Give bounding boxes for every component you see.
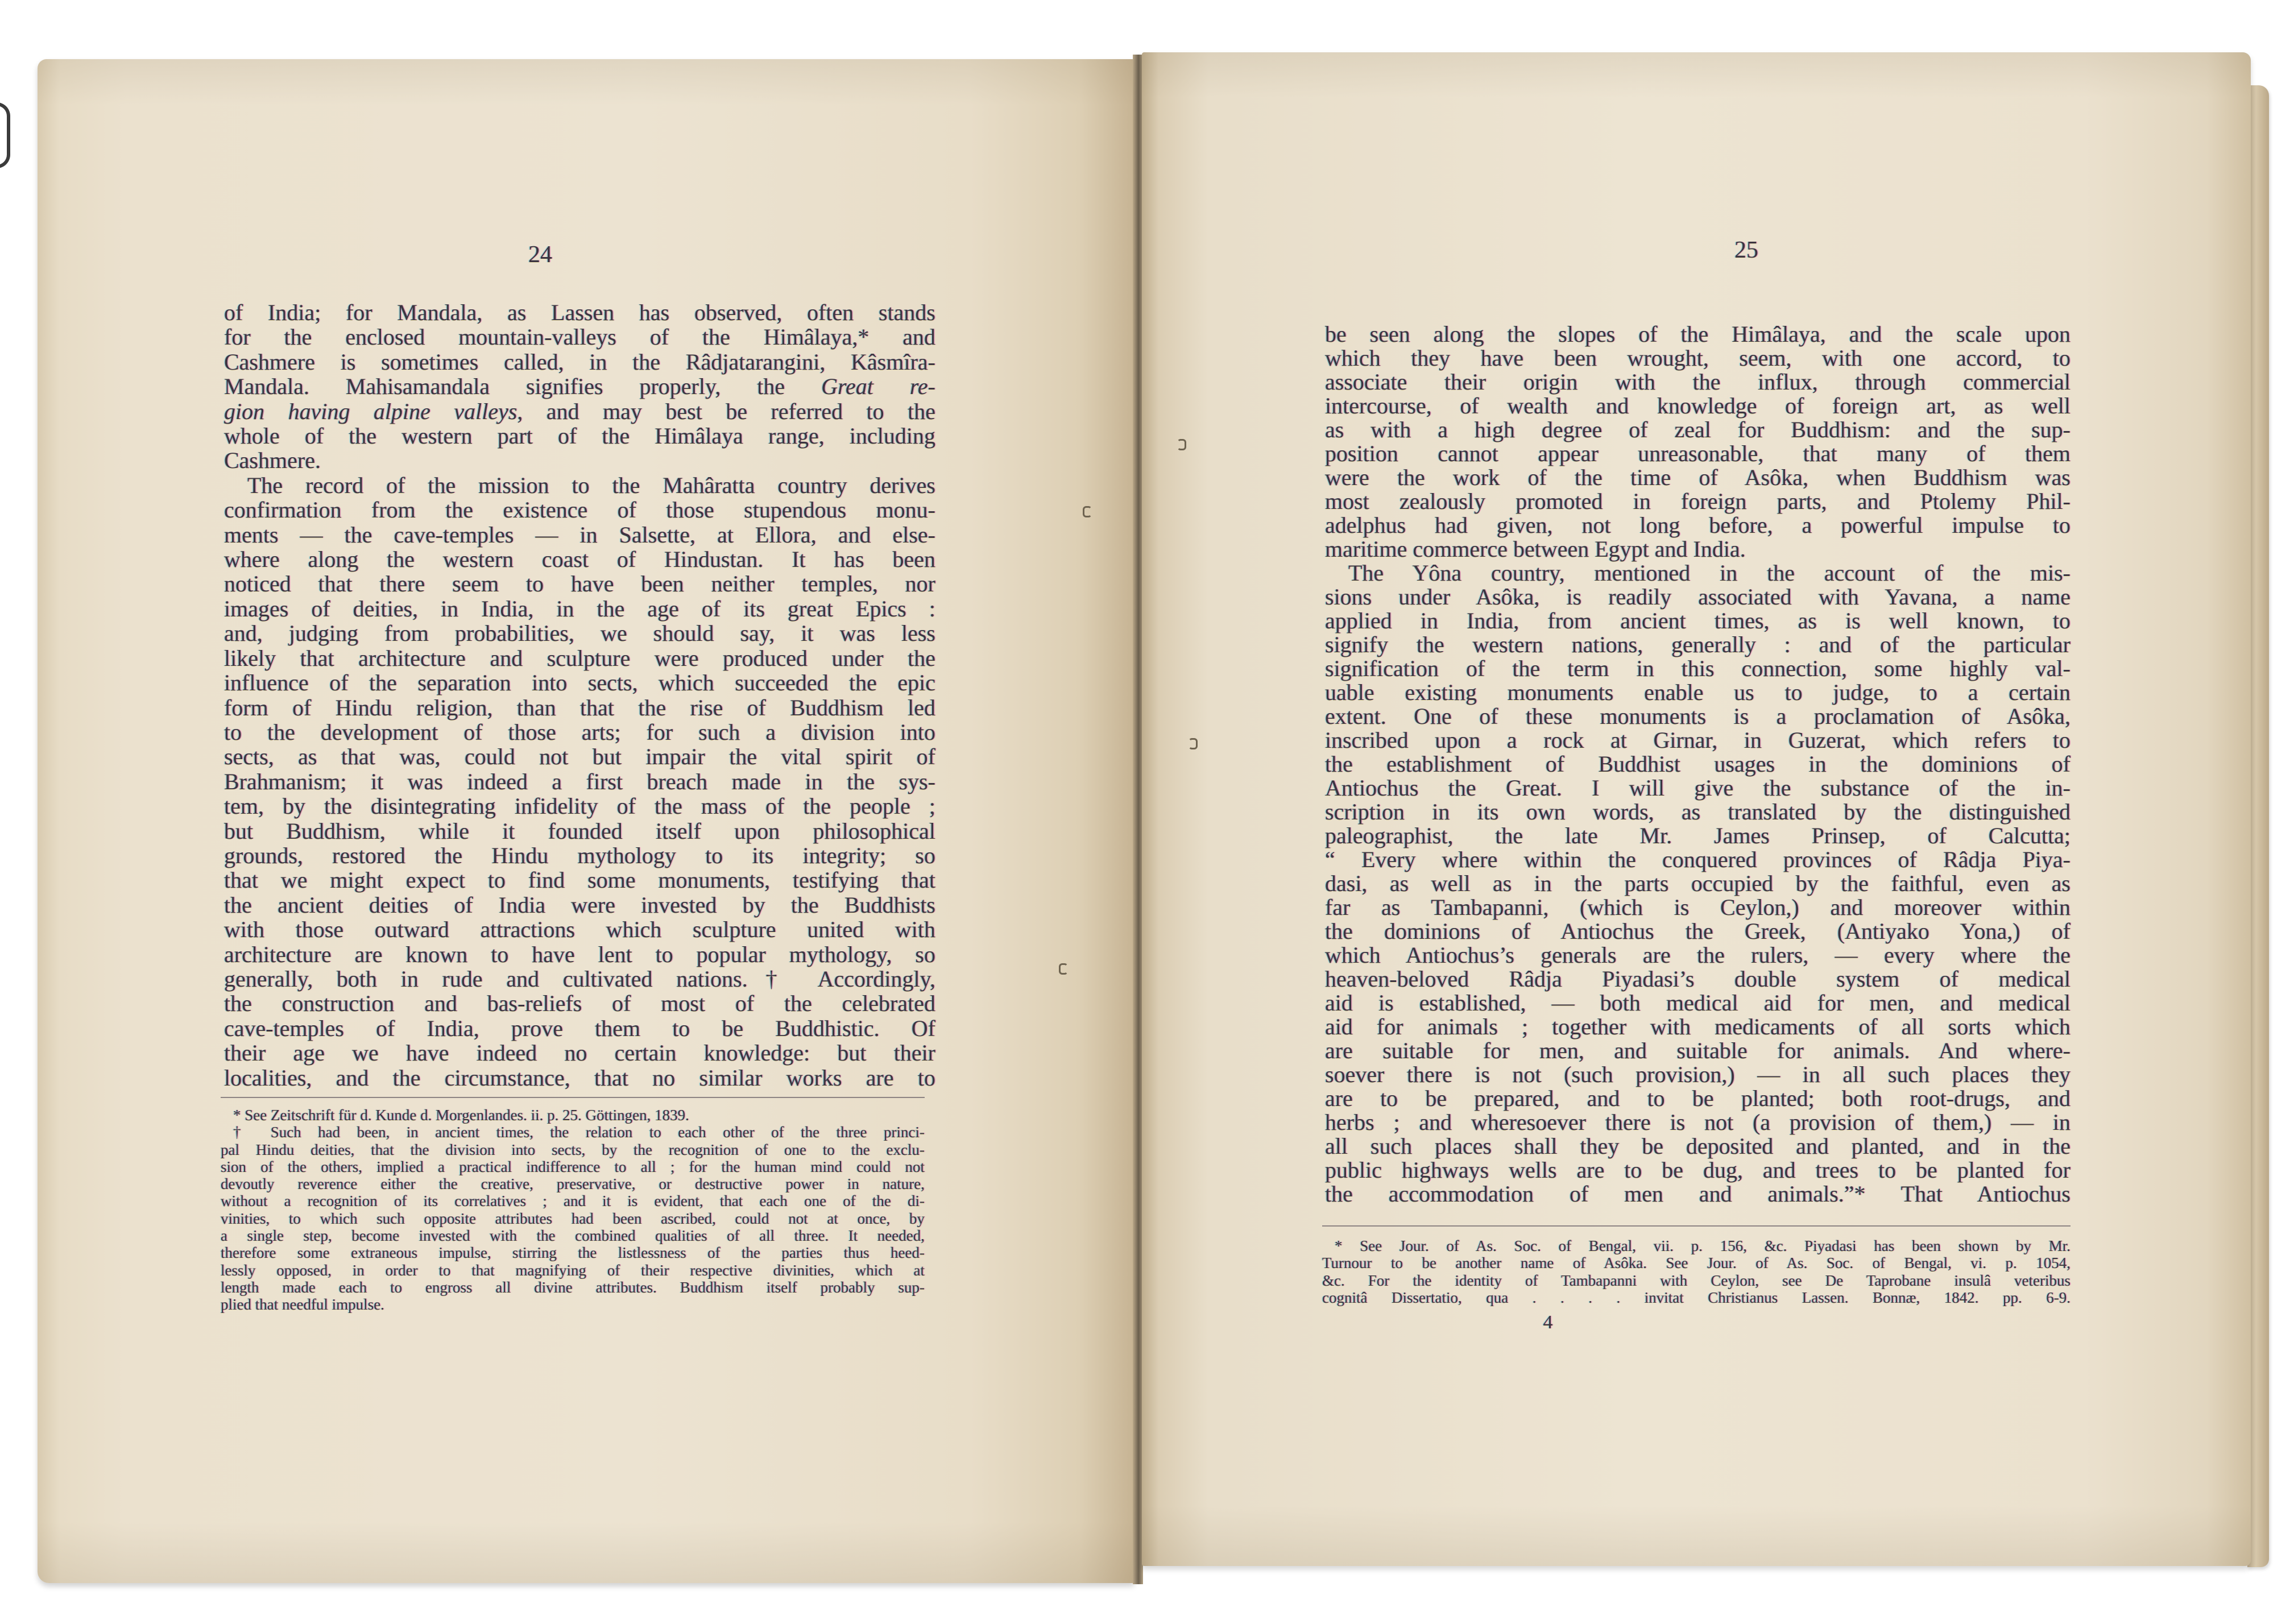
- body-line: as with a high degree of zeal for Buddhism: and the sup-: [1325, 417, 2071, 442]
- body-line: and, judging from probabilities, we should say, it was less: [224, 620, 935, 647]
- body-line: localities, and the circumstance, that no similar works are to: [224, 1064, 935, 1091]
- body-line: all such places shall they be deposited and planted, and in the: [1325, 1133, 2071, 1159]
- body-line: confirmation from the existence of those stupendous monu-: [224, 497, 935, 523]
- footnote-rule: [1322, 1225, 2071, 1227]
- body-line: dasi, as well as in the parts occupied by the faithful, even as: [1325, 871, 2071, 896]
- body-line: aid is established, — both medical aid for men, and medical: [1325, 990, 2071, 1016]
- body-line: likely that architecture and sculpture were produced under the: [224, 645, 935, 671]
- page-number: 25: [1734, 237, 1758, 263]
- right-page: [1142, 52, 2251, 1566]
- body-line: Brahmanism; it was indeed a first breach made in the sys-: [224, 768, 935, 794]
- footnote-line: a single step, become invested with the combined qualities of all three. It needed,: [221, 1227, 925, 1245]
- footnote-line: therefore some extraneous impulse, stirring the listlessness of the parties thus heed-: [221, 1244, 925, 1262]
- footnote-line: vinities, to which such opposite attributes had been ascribed, could not at once, by: [221, 1209, 925, 1227]
- footnote-line: pal Hindu deities, that the division into sects, by the recognition of one to the exclu-: [221, 1141, 925, 1158]
- sewing-hole: [1059, 963, 1068, 975]
- footnote-line: lessly opposed, in order to that magnifying of their respective divinities, which at: [221, 1261, 925, 1279]
- body-line: paleographist, the late Mr. James Prinsep, of Calcutta;: [1325, 823, 2071, 848]
- edge-mark: [0, 102, 10, 168]
- body-line: sects, as that was, could not but impair the vital spirit of: [224, 744, 935, 770]
- footnote-line: length made each to engross all divine attributes. Buddhism itself probably sup-: [221, 1278, 925, 1296]
- body-line: but Buddhism, while it founded itself upon philosophical: [224, 818, 935, 844]
- body-line: associate their origin with the influx, through commercial: [1325, 369, 2071, 395]
- body-line: applied in India, from ancient times, as is well known, to: [1325, 608, 2071, 633]
- body-line: The record of the mission to the Mahâratta country derives: [247, 472, 935, 498]
- body-line: maritime commerce between Egypt and India.: [1325, 536, 1746, 562]
- body-line: be seen along the slopes of the Himâlaya, and the scale upon: [1325, 321, 2071, 347]
- body-line: which Antiochus’s generals are the rulers, — every where the: [1325, 942, 2071, 968]
- body-text-italic: Great re-: [821, 374, 935, 400]
- body-line: for the enclosed mountain-valleys of the Himâlaya,* and: [224, 324, 935, 350]
- body-text-roman: Mandala. Mahisamandala signifies properly, the: [224, 374, 822, 400]
- body-line: intercourse, of wealth and knowledge of foreign art, as well: [1325, 393, 2071, 419]
- footnote-line: † Such had been, in ancient times, the relation to each other of the three princi-: [233, 1124, 925, 1141]
- body-line: tem, by the disintegrating infidelity of the mass of the people ;: [224, 793, 935, 819]
- body-line: grounds, restored the Hindu mythology to its integrity; so: [224, 842, 935, 868]
- body-line: scription in its own words, as translated by the distinguished: [1325, 799, 2071, 825]
- body-line: cave-temples of India, prove them to be Buddhistic. Of: [224, 1015, 935, 1041]
- body-line: the dominions of Antiochus the Greek, (Antiyako Yona,) of: [1325, 918, 2071, 944]
- left-body-text: [224, 300, 935, 1090]
- page-number: 24: [528, 242, 552, 268]
- body-line: noticed that there seem to have been neither temples, nor: [224, 571, 935, 597]
- body-line: soever there is not (such provision,) — in all such places they: [1325, 1062, 2071, 1087]
- left-footnotes: [221, 1107, 925, 1314]
- footnote-line: * See Jour. of As. Soc. of Bengal, vii. p. 156, &c. Piyadasi has been shown by Mr.: [1335, 1237, 2071, 1254]
- footnote-line: sion of the others, implied a practical indifference to all ; for the human mind could not: [221, 1158, 925, 1175]
- body-line: Cashmere is sometimes called, in the Râdjatarangini, Kâsmîra-: [224, 349, 935, 375]
- body-line: the ancient deities of India were invested by the Buddhists: [224, 892, 935, 918]
- body-line: extent. One of these monuments is a proclamation of Asôka,: [1325, 703, 2071, 729]
- footnote-rule: [221, 1097, 925, 1098]
- body-line: Antiochus the Great. I will give the substance of the in-: [1325, 775, 2071, 801]
- footnote-line: plied that needful impulse.: [221, 1296, 384, 1314]
- body-line: the construction and bas-reliefs of most of the celebrated: [224, 991, 935, 1017]
- footnote-line: Turnour to be another name of Asôka. See Jour. of As. Soc. of Bengal, vi. p. 1054,: [1322, 1254, 2071, 1272]
- footnote-line: without a recognition of its correlatives ; and it is evident, that each one of the di-: [221, 1192, 925, 1210]
- body-line: form of Hindu religion, than that the rise of Buddhism led: [224, 694, 935, 720]
- body-line: far as Tambapanni, (which is Ceylon,) and moreover within: [1325, 894, 2071, 920]
- body-line: which they have been wrought, seem, with one accord, to: [1325, 345, 2071, 371]
- body-line: of India; for Mandala, as Lassen has observed, often stands: [224, 300, 935, 325]
- body-line: images of deities, in India, in the age of its great Epics :: [224, 595, 935, 622]
- body-line: position cannot appear unreasonable, that many of them: [1325, 441, 2071, 466]
- right-footnotes: [1322, 1237, 2071, 1306]
- body-line: most zealously promoted in foreign parts, and Ptolemy Phil-: [1325, 488, 2071, 514]
- signature-mark: 4: [1543, 1312, 1553, 1333]
- body-text-italic: gion having alpine valleys: [224, 398, 517, 424]
- body-line: to the development of those arts; for such a division into: [224, 719, 935, 745]
- footnote-line: cognitâ Dissertatio, qua . . . . invitat Christianus Lassen. Bonnæ, 1842. pp. 6-9.: [1322, 1289, 2071, 1306]
- body-line: were the work of the time of Asôka, when Buddhism was: [1325, 465, 2071, 490]
- body-line: uable existing monuments enable us to judge, to a certain: [1325, 680, 2071, 705]
- body-line: [224, 374, 935, 399]
- body-line: The Yôna country, mentioned in the account of the mis-: [1348, 560, 2071, 586]
- left-page: [38, 59, 1134, 1583]
- body-line: public highways wells are to be dug, and trees to be planted for: [1325, 1157, 2071, 1183]
- body-line: where along the western coast of Hindustan. It has been: [224, 546, 935, 573]
- body-line: architecture are known to have lent to popular mythology, so: [224, 941, 935, 967]
- body-line: generally, both in rude and cultivated nations.† Accordingly,: [224, 966, 935, 992]
- body-line: heaven-beloved Râdja Piyadasi’s double system of medical: [1325, 966, 2071, 992]
- body-line: are to be prepared, and to be planted; both root-drugs, and: [1325, 1086, 2071, 1111]
- body-line: Cashmere.: [224, 448, 321, 474]
- body-line: adelphus had given, not long before, a powerful impulse to: [1325, 512, 2071, 538]
- body-line: [224, 399, 935, 424]
- body-line: signify the western nations, generally : and of the particular: [1325, 632, 2071, 657]
- footnote-line: devoutly reverence either the creative, preservative, or destructive power in nature,: [221, 1175, 925, 1193]
- body-line: aid for animals ; together with medicaments of all sorts which: [1325, 1014, 2071, 1039]
- right-body-text: [1325, 322, 2071, 1206]
- body-line: their age we have indeed no certain knowledge: but their: [224, 1040, 935, 1066]
- body-line: the establishment of Buddhist usages in the dominions of: [1325, 751, 2071, 777]
- body-line: herbs ; and wheresoever there is not (a provision of them,) — in: [1325, 1109, 2071, 1135]
- footnote-line: * See Zeitschrift für d. Kunde d. Morgenlandes. ii. p. 25. Göttingen, 1839.: [233, 1107, 689, 1124]
- body-line: ments — the cave-temples — in Salsette, at Ellora, and else-: [224, 521, 935, 548]
- sewing-hole: [1083, 506, 1092, 517]
- body-line: the accommodation of men and animals.”* That Antiochus: [1325, 1181, 2071, 1207]
- body-line: with those outward attractions which sculpture united with: [224, 917, 935, 943]
- body-text-roman: , and may best be referred to the: [517, 398, 936, 424]
- body-line: influence of the separation into sects, which succeeded the epic: [224, 670, 935, 696]
- body-line: sions under Asôka, is readily associated with Yavana, a name: [1325, 584, 2071, 610]
- body-line: “ Every where within the conquered provinces of Râdja Piya-: [1325, 847, 2071, 872]
- body-line: whole of the western part of the Himâlaya range, including: [224, 423, 935, 449]
- sewing-hole: [1189, 738, 1198, 749]
- sewing-hole: [1177, 439, 1186, 450]
- body-line: are suitable for men, and suitable for animals. And where-: [1325, 1038, 2071, 1063]
- footnote-line: &c. For the identity of Tambapanni with Ceylon, see De Taprobane insulâ veteribus: [1322, 1271, 2071, 1289]
- body-line: inscribed upon a rock at Girnar, in Guzerat, which refers to: [1325, 727, 2071, 753]
- body-line: signification of the term in this connection, some highly val-: [1325, 656, 2071, 681]
- body-line: that we might expect to find some monuments, testifying that: [224, 867, 935, 893]
